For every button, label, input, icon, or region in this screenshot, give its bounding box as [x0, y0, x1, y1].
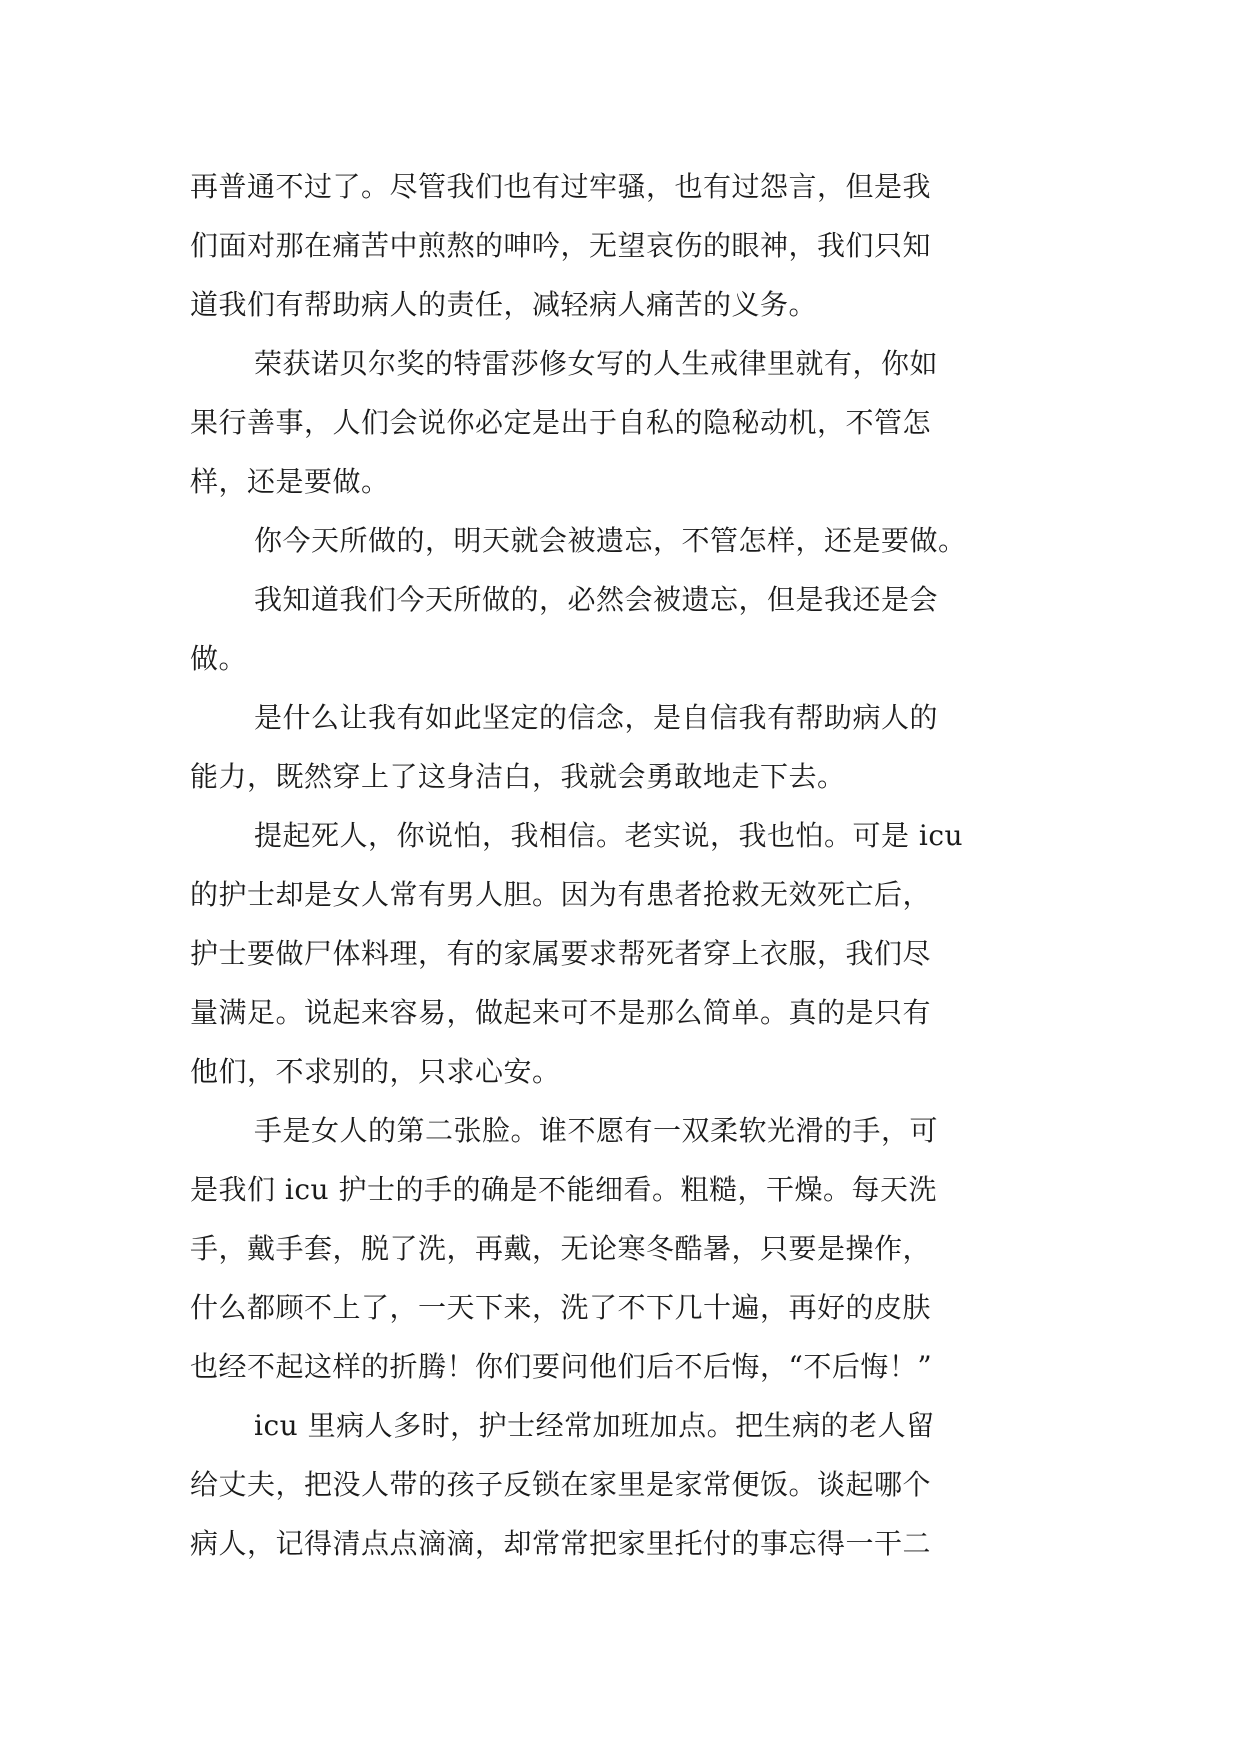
- paragraph-first-line: 荣获诺贝尔奖的特雷莎修女写的人生戒律里就有，你如: [254, 347, 939, 380]
- text-line: 的护士却是女人常有男人胆。因为有患者抢救无效死亡后，: [190, 878, 932, 911]
- text-line: 做。: [190, 642, 248, 675]
- text-line: 量满足。说起来容易，做起来可不是那么简单。真的是只有: [190, 996, 932, 1029]
- paragraph-first-line: 提起死人，你说怕，我相信。老实说，我也怕。可是 icu: [254, 819, 964, 852]
- text-line: 手，戴手套，脱了洗，再戴，无论寒冬酷暑，只要是操作，: [190, 1232, 932, 1265]
- text-line: 能力，既然穿上了这身洁白，我就会勇敢地走下去。: [190, 760, 846, 793]
- paragraph-first-line: 我知道我们今天所做的，必然会被遗忘，但是我还是会: [254, 583, 939, 616]
- text-line: 们面对那在痛苦中煎熬的呻吟，无望哀伤的眼神，我们只知: [190, 229, 932, 262]
- paragraph-first-line: 你今天所做的，明天就会被遗忘，不管怎样，还是要做。: [254, 524, 967, 557]
- text-line: 再普通不过了。尽管我们也有过牢骚，也有过怨言，但是我: [190, 170, 932, 203]
- paragraph-first-line: icu 里病人多时，护士经常加班加点。把生病的老人留: [254, 1409, 935, 1442]
- text-line: 也经不起这样的折腾！你们要问他们后不后悔，“不后悔！”: [190, 1350, 933, 1383]
- text-line: 病人，记得清点点滴滴，却常常把家里托付的事忘得一干二: [190, 1527, 932, 1560]
- text-line: 样，还是要做。: [190, 465, 390, 498]
- body-text: [190, 157, 1060, 1573]
- text-line: 他们，不求别的，只求心安。: [190, 1055, 561, 1088]
- text-line: 给丈夫，把没人带的孩子反锁在家里是家常便饭。谈起哪个: [190, 1468, 932, 1501]
- text-line: 道我们有帮助病人的责任，减轻病人痛苦的义务。: [190, 288, 818, 321]
- text-line: 果行善事，人们会说你必定是出于自私的隐秘动机，不管怎: [190, 406, 932, 439]
- text-line: 是我们 icu 护士的手的确是不能细看。粗糙，干燥。每天洗: [190, 1173, 937, 1206]
- paragraph-first-line: 是什么让我有如此坚定的信念，是自信我有帮助病人的: [254, 701, 939, 734]
- text-line: 什么都顾不上了，一天下来，洗了不下几十遍，再好的皮肤: [190, 1291, 932, 1324]
- text-line: 护士要做尸体料理，有的家属要求帮死者穿上衣服，我们尽: [190, 937, 932, 970]
- paragraph-first-line: 手是女人的第二张脸。谁不愿有一双柔软光滑的手，可: [254, 1114, 939, 1147]
